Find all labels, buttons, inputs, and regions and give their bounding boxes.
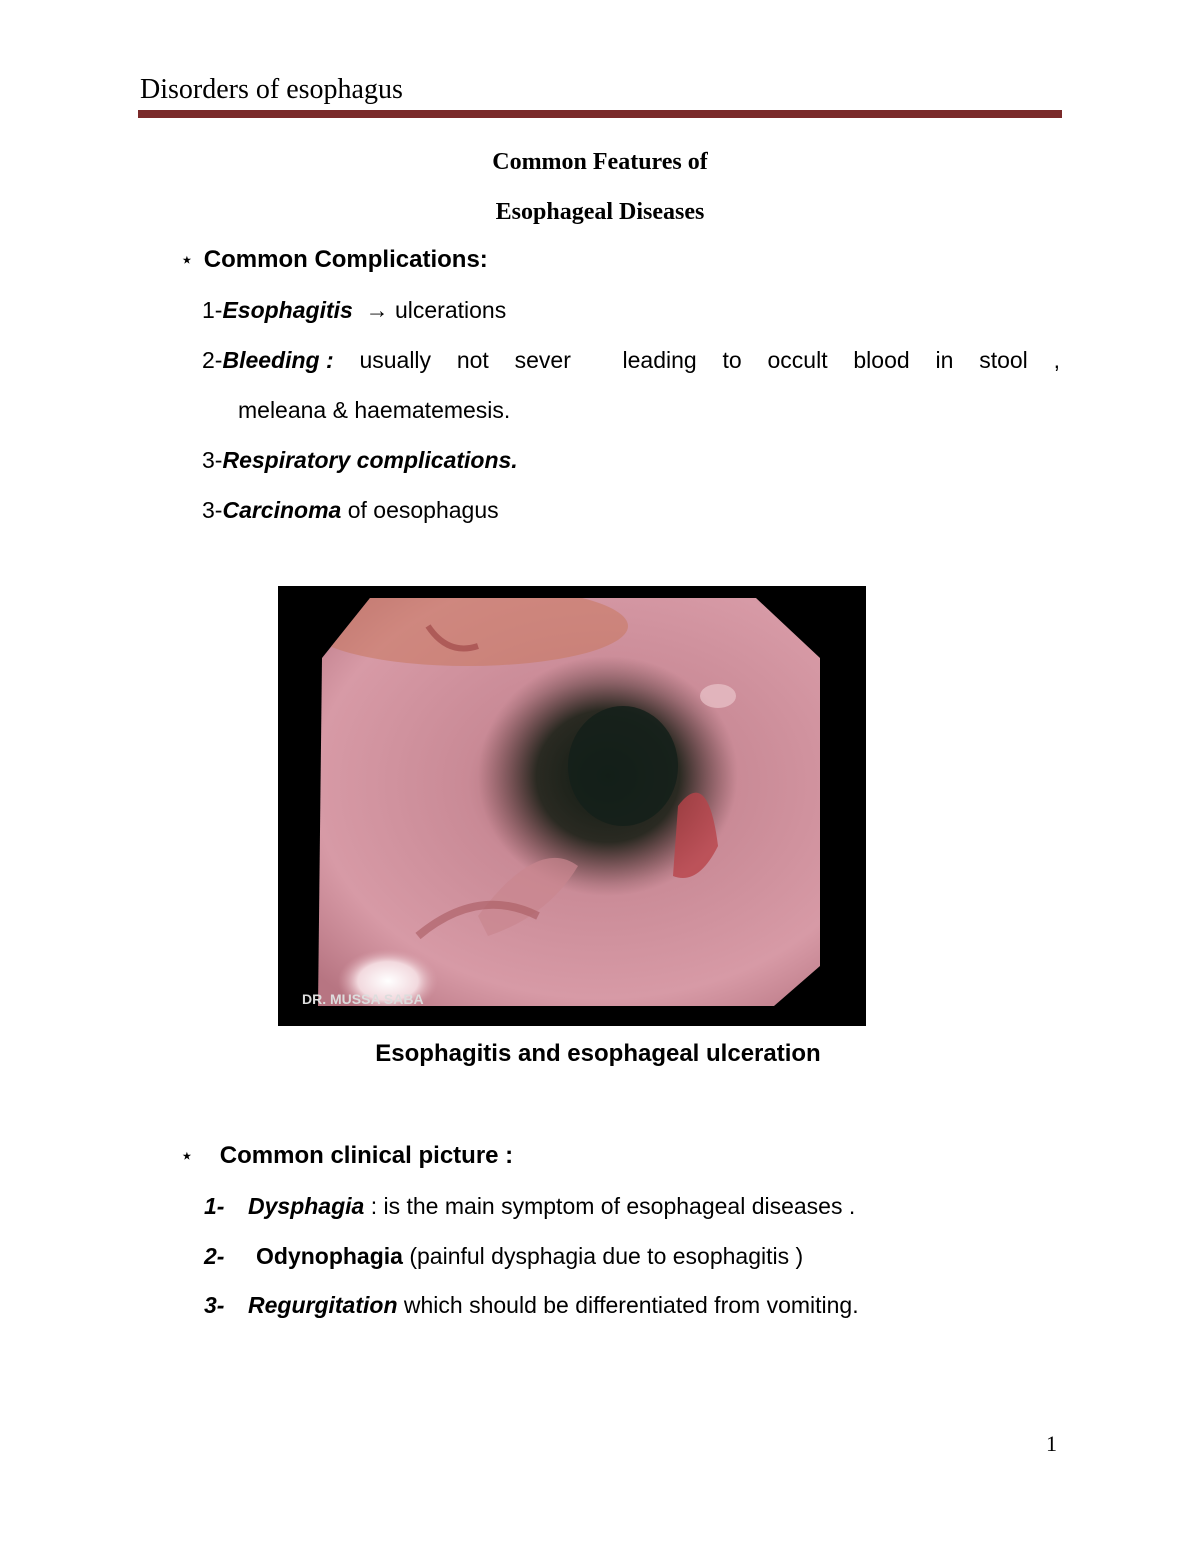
- complication-item-3: [202, 444, 518, 476]
- item-number: 2-: [202, 347, 223, 373]
- item-number: 3-: [204, 1292, 225, 1318]
- complication-item-2-continuation: meleana & haematemesis.: [238, 397, 511, 423]
- complication-item-1: [202, 294, 506, 326]
- item-number: 2-: [204, 1243, 225, 1269]
- item-term: Regurgitation: [248, 1292, 398, 1318]
- item-term: Carcinoma: [222, 497, 342, 523]
- clinical-item-2: [204, 1240, 803, 1272]
- item-number: 3-: [202, 447, 223, 473]
- image-watermark: DR. MUSSA SABA: [302, 991, 424, 1007]
- page-heading-line-1: Common Features of: [492, 149, 708, 175]
- star-icon: ⋆: [180, 1143, 194, 1168]
- item-text: : is the main symptom of esophageal diseases .: [364, 1193, 856, 1219]
- star-icon: ⋆: [180, 247, 194, 272]
- complication-item-2: [202, 344, 1060, 376]
- item-text: which should be differentiated from vomiting.: [397, 1292, 859, 1318]
- clinical-title: Common clinical picture :: [219, 1142, 514, 1169]
- item-number: 1-: [204, 1193, 225, 1219]
- item-term: Bleeding :: [222, 347, 334, 373]
- page-number: 1: [1046, 1431, 1057, 1456]
- item-term: Dysphagia: [248, 1193, 365, 1219]
- header-title: Disorders of esophagus: [140, 74, 403, 105]
- item-number: 3-: [202, 497, 223, 523]
- item-text: → ulcerations: [352, 297, 507, 323]
- item-text: (painful dysphagia due to esophagitis ): [402, 1243, 804, 1269]
- clinical-item-3: [204, 1289, 859, 1321]
- page-heading-line-2: Esophageal Diseases: [495, 199, 705, 225]
- item-text: usually not sever leading to occult blood in stool ,: [333, 347, 1060, 373]
- complications-title: Common Complications:: [203, 246, 488, 273]
- endoscopy-image: [278, 586, 866, 1026]
- complication-item-4: [202, 494, 499, 526]
- item-text: of oesophagus: [341, 497, 499, 523]
- item-term: Esophagitis: [222, 297, 353, 323]
- clinical-item-1: [204, 1190, 855, 1222]
- clinical-heading: [180, 1140, 513, 1172]
- item-term: Respiratory complications.: [222, 447, 518, 473]
- figure-caption: Esophagitis and esophageal ulceration: [375, 1040, 821, 1067]
- item-term: Odynophagia: [256, 1243, 403, 1269]
- item-number: 1-: [202, 297, 223, 323]
- complications-heading: [180, 244, 488, 276]
- header-rule: [138, 110, 1062, 118]
